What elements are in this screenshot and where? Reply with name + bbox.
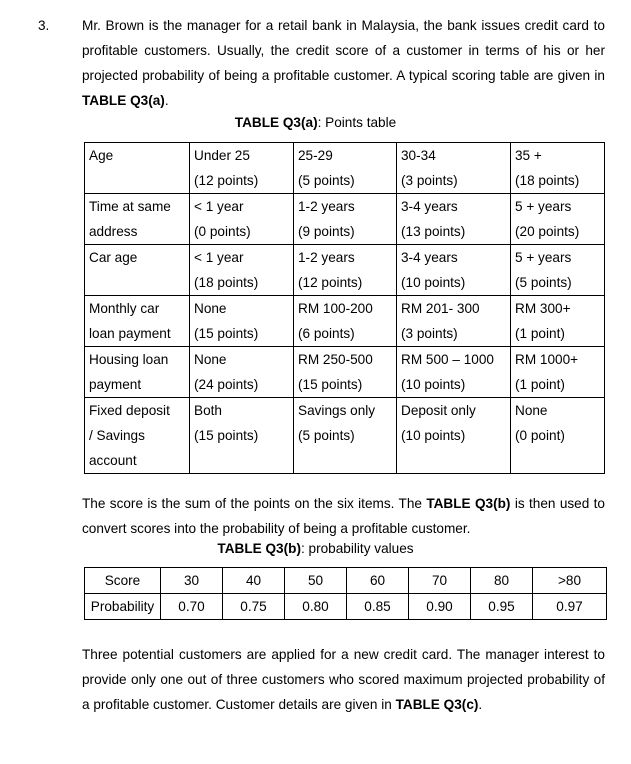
points-cell: RM 500 – 1000 xyxy=(397,347,511,373)
score-paragraph: The score is the sum of the points on the six items. The TABLE Q3(b) is then used to convert scores into the probability of being a profitable customer. xyxy=(82,496,605,536)
points-cell: RM 300+ xyxy=(511,296,605,322)
row-label: Monthly car xyxy=(85,296,190,322)
probability-cell: 0.70 xyxy=(161,594,223,620)
points-cell: 25-29 xyxy=(294,143,397,169)
customers-paragraph: Three potential customers are applied for a new credit card. The manager interest to provide only one out of three customers who scored maximum projected probability of a profitable customer. Customer details are given in TABLE Q3(c). xyxy=(82,647,605,712)
points-table-row xyxy=(85,448,605,474)
row-label: / Savings xyxy=(85,423,190,448)
probability-cell: 0.95 xyxy=(471,594,533,620)
points-cell: (18 points) xyxy=(190,270,294,296)
points-table-row xyxy=(85,219,605,245)
points-cell: < 1 year xyxy=(190,194,294,220)
score-cell: 50 xyxy=(285,568,347,594)
points-cell: (0 point) xyxy=(511,423,605,448)
points-cell: < 1 year xyxy=(190,245,294,271)
points-cell: Both xyxy=(190,398,294,424)
points-cell: (15 points) xyxy=(190,423,294,448)
probability-cell: 0.85 xyxy=(347,594,409,620)
score-cell: 60 xyxy=(347,568,409,594)
points-table-row xyxy=(85,423,605,448)
points-table-row xyxy=(85,194,605,220)
points-table-row xyxy=(85,347,605,373)
points-cell: (3 points) xyxy=(397,321,511,347)
row-label xyxy=(85,168,190,194)
table-ref: TABLE Q3(a) xyxy=(82,93,165,108)
points-table-row xyxy=(85,372,605,398)
probability-table xyxy=(84,567,607,620)
row-label: address xyxy=(85,219,190,245)
points-cell: (20 points) xyxy=(511,219,605,245)
row-label: Housing loan xyxy=(85,347,190,373)
points-cell: (9 points) xyxy=(294,219,397,245)
row-label: Fixed deposit xyxy=(85,398,190,424)
points-table-row xyxy=(85,270,605,296)
probability-label: Probability xyxy=(85,594,161,620)
score-cell: >80 xyxy=(533,568,607,594)
empty-cell xyxy=(397,448,511,474)
points-cell: RM 201- 300 xyxy=(397,296,511,322)
empty-cell xyxy=(190,448,294,474)
points-table-row xyxy=(85,296,605,322)
row-label: account xyxy=(85,448,190,474)
points-cell: 1-2 years xyxy=(294,245,397,271)
points-cell: 1-2 years xyxy=(294,194,397,220)
points-cell: (6 points) xyxy=(294,321,397,347)
table-a-caption: TABLE Q3(a): Points table xyxy=(234,115,397,130)
points-cell: 3-4 years xyxy=(397,194,511,220)
points-cell: None xyxy=(190,296,294,322)
points-cell: 35 + xyxy=(511,143,605,169)
points-cell: RM 100-200 xyxy=(294,296,397,322)
points-cell: (10 points) xyxy=(397,423,511,448)
question-number: 3. xyxy=(38,18,50,33)
points-cell: (15 points) xyxy=(294,372,397,398)
points-cell: Savings only xyxy=(294,398,397,424)
points-table-row xyxy=(85,321,605,347)
score-cell: 30 xyxy=(161,568,223,594)
points-cell: 3-4 years xyxy=(397,245,511,271)
points-cell: (5 points) xyxy=(294,423,397,448)
table-ref: TABLE Q3(c) xyxy=(395,697,479,712)
points-cell: (5 points) xyxy=(511,270,605,296)
probability-cell: 0.90 xyxy=(409,594,471,620)
points-table-row xyxy=(85,143,605,169)
score-cell: 70 xyxy=(409,568,471,594)
table-ref: TABLE Q3(b) xyxy=(426,496,511,511)
points-cell: (10 points) xyxy=(397,270,511,296)
points-cell: (5 points) xyxy=(294,168,397,194)
points-cell: (24 points) xyxy=(190,372,294,398)
score-label: Score xyxy=(85,568,161,594)
points-cell: Deposit only xyxy=(397,398,511,424)
points-table xyxy=(84,142,605,474)
points-table-row xyxy=(85,245,605,271)
table-b-caption: TABLE Q3(b): probability values xyxy=(217,541,414,556)
row-label: Car age xyxy=(85,245,190,271)
points-cell: (18 points) xyxy=(511,168,605,194)
score-cell: 80 xyxy=(471,568,533,594)
empty-cell xyxy=(294,448,397,474)
points-table-row xyxy=(85,168,605,194)
points-cell: (13 points) xyxy=(397,219,511,245)
intro-paragraph: Mr. Brown is the manager for a retail bank in Malaysia, the bank issues credit card to profitable customers. Usually, the credit score of a customer in terms of his or her projected probability of being a profitable customer. A typical scoring table are given in TABLE Q3(a). xyxy=(82,18,605,108)
row-label: Time at same xyxy=(85,194,190,220)
points-cell: Under 25 xyxy=(190,143,294,169)
points-cell: RM 250-500 xyxy=(294,347,397,373)
empty-cell xyxy=(511,448,605,474)
score-cell: 40 xyxy=(223,568,285,594)
points-cell: (1 point) xyxy=(511,372,605,398)
probability-cell: 0.75 xyxy=(223,594,285,620)
points-cell: (0 points) xyxy=(190,219,294,245)
points-cell: RM 1000+ xyxy=(511,347,605,373)
probability-cell: 0.97 xyxy=(533,594,607,620)
points-cell: (15 points) xyxy=(190,321,294,347)
points-table-row xyxy=(85,398,605,424)
row-label: loan payment xyxy=(85,321,190,347)
points-cell: (12 points) xyxy=(190,168,294,194)
points-cell: (12 points) xyxy=(294,270,397,296)
row-label: Age xyxy=(85,143,190,169)
points-cell: None xyxy=(190,347,294,373)
points-cell: 30-34 xyxy=(397,143,511,169)
points-cell: 5 + years xyxy=(511,194,605,220)
probability-cell: 0.80 xyxy=(285,594,347,620)
row-label xyxy=(85,270,190,296)
row-label: payment xyxy=(85,372,190,398)
points-cell: (10 points) xyxy=(397,372,511,398)
points-cell: None xyxy=(511,398,605,424)
points-cell: (1 point) xyxy=(511,321,605,347)
points-cell: (3 points) xyxy=(397,168,511,194)
points-cell: 5 + years xyxy=(511,245,605,271)
